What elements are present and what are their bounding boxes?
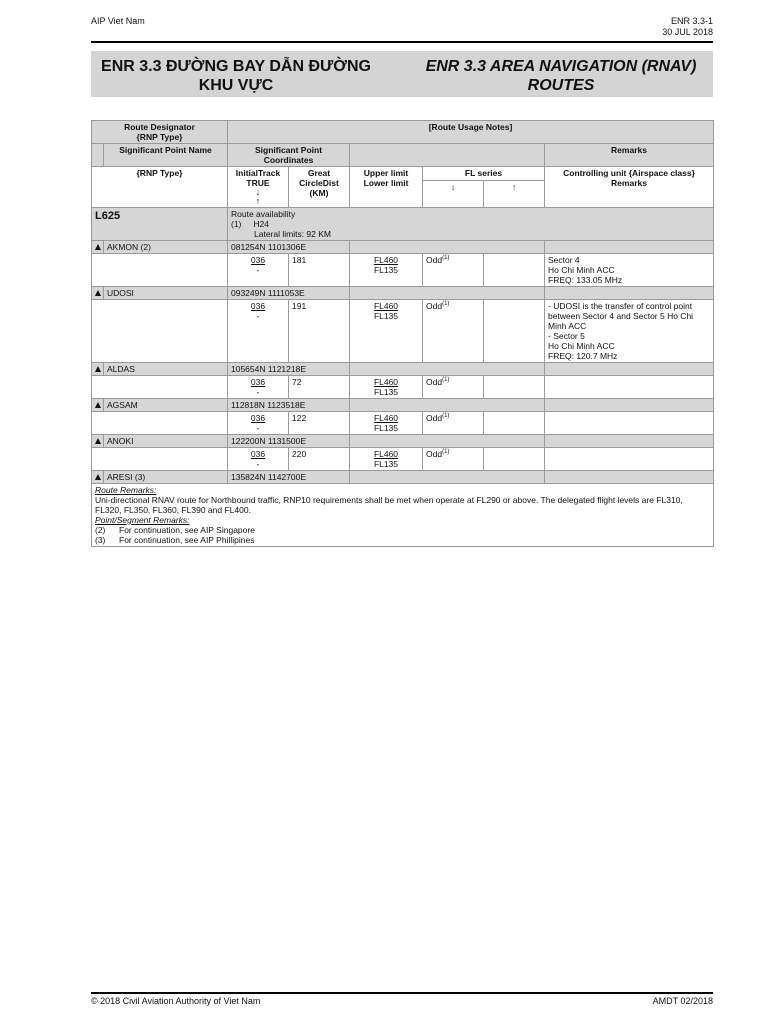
fl-down-arrow-icon: ↓ xyxy=(423,181,484,208)
rnp-type-label: {RNP Type} xyxy=(136,132,183,142)
col-rnp-type: {RNP Type} xyxy=(92,167,228,208)
point-empty xyxy=(350,287,545,300)
segment-empty xyxy=(92,300,228,363)
route-designator: L625 xyxy=(95,210,121,222)
rnav-route-table xyxy=(91,120,714,547)
segment-track: 036 - xyxy=(228,300,289,363)
coords-label-2: Coordinates xyxy=(263,155,314,165)
route-remarks-text: Uni-directional RNAV route for Northbound traffic, RNP10 requirements shall be met when operate at FL290 or above. The delegated flight levels are FL310, FL320, FL350, FL360, FL390 and FL400. xyxy=(95,495,683,515)
point-coords: 112818N 1123518E xyxy=(228,399,350,412)
point-row xyxy=(92,241,714,254)
filled-triangle-icon xyxy=(95,290,101,296)
segment-remarks: Sector 4 Ho Chi Minh ACC FREQ: 133.05 MHz xyxy=(545,254,714,287)
col-fl-series: FL series xyxy=(423,167,545,181)
segment-empty xyxy=(92,254,228,287)
point-empty xyxy=(350,471,545,484)
segment-limits: FL460 FL135 xyxy=(350,376,423,399)
title-en-line2: ROUTES xyxy=(527,77,595,94)
table-header-row-3 xyxy=(92,167,714,181)
segment-distance: 122 xyxy=(289,412,350,435)
segment-fl-down: Odd$^{(1)}$ xyxy=(423,376,484,399)
segment-row xyxy=(92,300,714,363)
segment-remarks: - UDOSI is the transfer of control point between Sector 4 and Sector 5 Ho Chi Minh ACC - Sector 5 Ho Chi Minh ACC FREQ: 120.7 MHz xyxy=(545,300,714,363)
initial-track-label: InitialTrack xyxy=(235,168,281,178)
segment-distance: 220 xyxy=(289,448,350,471)
point-remarks-empty xyxy=(545,287,714,300)
segment-fl-up xyxy=(484,412,545,435)
segment-empty xyxy=(92,412,228,435)
segment-remarks xyxy=(545,412,714,435)
point-coords: 093249N 1111053E xyxy=(228,287,350,300)
segment-empty xyxy=(92,448,228,471)
footer-copyright: © 2018 Civil Aviation Authority of Viet Nam xyxy=(91,996,261,1006)
segment-row xyxy=(92,254,714,287)
segment-fl-up xyxy=(484,376,545,399)
table-header-row-1 xyxy=(92,121,714,144)
lower-limit-label: Lower limit xyxy=(363,178,409,188)
footer-amendment: AMDT 02/2018 xyxy=(652,996,713,1006)
filled-triangle-icon xyxy=(95,438,101,444)
filled-triangle-icon xyxy=(95,402,101,408)
controlling-unit-label: Controlling unit {Airspace class} xyxy=(563,168,695,178)
point-row xyxy=(92,399,714,412)
header-empty-cell xyxy=(350,144,545,167)
point-name: ANOKI xyxy=(104,435,228,448)
segment-track: 036 - xyxy=(228,376,289,399)
point-remarks-empty xyxy=(545,399,714,412)
point-name: ALDAS xyxy=(104,363,228,376)
point-empty xyxy=(350,363,545,376)
controlling-remarks-label: Remarks xyxy=(611,178,647,188)
point-coords: 122200N 1131500E xyxy=(228,435,350,448)
point-empty xyxy=(350,435,545,448)
point-remarks-empty xyxy=(545,241,714,254)
header-page-info xyxy=(662,16,713,38)
segment-fl-down: Odd$^{(1)}$ xyxy=(423,300,484,363)
segment-row xyxy=(92,448,714,471)
point-marker-icon xyxy=(92,471,104,484)
segment-fl-up xyxy=(484,448,545,471)
segment-track: 036 - xyxy=(228,412,289,435)
segment-row xyxy=(92,376,714,399)
segment-limits: FL460 FL135 xyxy=(350,300,423,363)
point-row xyxy=(92,287,714,300)
point-marker-icon xyxy=(92,241,104,254)
fl-up-arrow-icon: ↑ xyxy=(484,181,545,208)
route-remarks-label: Route Remarks: xyxy=(95,485,157,495)
col-remarks: Remarks xyxy=(545,144,714,167)
segment-track: 036 - xyxy=(228,448,289,471)
segment-remarks xyxy=(545,448,714,471)
title-vi-line1: ENR 3.3 ĐƯỜNG BAY DẪN ĐƯỜNG xyxy=(101,58,371,75)
point-name: AKMON (2) xyxy=(104,241,228,254)
segment-empty xyxy=(92,376,228,399)
upper-limit-label: Upper limit xyxy=(363,168,409,178)
point-row xyxy=(92,363,714,376)
col-sig-point-name: Significant Point Name xyxy=(104,144,228,167)
title-vi-line2: KHU VỰC xyxy=(198,77,274,94)
coords-label-1: Significant Point xyxy=(254,145,323,155)
segment-fl-down: Odd$^{(1)}$ xyxy=(423,448,484,471)
route-row xyxy=(92,208,714,241)
availability-value: H24 xyxy=(253,219,269,229)
segment-fl-up xyxy=(484,300,545,363)
point-segment-remarks-label: Point/Segment Remarks: xyxy=(95,515,190,525)
col-upper-lower-limit xyxy=(350,167,423,208)
route-availability-cell xyxy=(228,208,714,241)
segment-fl-down: Odd$^{(1)}$ xyxy=(423,254,484,287)
availability-note-number: (1) xyxy=(231,219,242,229)
segment-limits: FL460 FL135 xyxy=(350,254,423,287)
route-availability-line xyxy=(231,219,710,229)
note-line: (3) For continuation, see AIP Phillipines xyxy=(95,535,255,545)
col-controlling-unit xyxy=(545,167,714,208)
point-name: ARESI (3) xyxy=(104,471,228,484)
title-vietnamese xyxy=(91,57,381,95)
point-row xyxy=(92,471,714,484)
col-sig-point-coords xyxy=(228,144,350,167)
point-row xyxy=(92,435,714,448)
segment-fl-up xyxy=(484,254,545,287)
segment-limits: FL460 FL135 xyxy=(350,412,423,435)
segment-distance: 191 xyxy=(289,300,350,363)
point-marker-icon xyxy=(92,363,104,376)
arrow-up-icon: ↑ xyxy=(255,196,261,206)
great-circle-label-1: Great xyxy=(307,168,331,178)
title-en-line1: ENR 3.3 AREA NAVIGATION (RNAV) xyxy=(425,58,697,75)
point-remarks-empty xyxy=(545,435,714,448)
route-designator-cell xyxy=(92,208,228,241)
segment-distance: 181 xyxy=(289,254,350,287)
point-name: UDOSI xyxy=(104,287,228,300)
segment-distance: 72 xyxy=(289,376,350,399)
col-great-circle-dist xyxy=(289,167,350,208)
segment-track: 036 - xyxy=(228,254,289,287)
initial-track-true-label: TRUE xyxy=(246,178,270,188)
header-marker-cell xyxy=(92,144,104,167)
arrow-down-icon: ↓ xyxy=(255,187,261,197)
point-empty xyxy=(350,241,545,254)
page-id: ENR 3.3-1 xyxy=(670,16,713,26)
section-title-bar xyxy=(91,51,713,97)
route-designator-label: Route Designator xyxy=(124,122,195,132)
filled-triangle-icon xyxy=(95,474,101,480)
point-marker-icon xyxy=(92,399,104,412)
point-remarks-empty xyxy=(545,363,714,376)
table-header-row-2 xyxy=(92,144,714,167)
col-route-designator xyxy=(92,121,228,144)
segment-fl-down: Odd$^{(1)}$ xyxy=(423,412,484,435)
route-remarks-row xyxy=(92,484,714,547)
great-circle-label-2: CircleDist xyxy=(299,178,339,188)
point-coords: 105654N 1121218E xyxy=(228,363,350,376)
route-availability-label: Route availability xyxy=(231,209,296,219)
title-english xyxy=(409,57,713,95)
note-line: (2) For continuation, see AIP Singapore xyxy=(95,525,255,535)
point-name: AGSAM xyxy=(104,399,228,412)
header-rule xyxy=(91,41,713,43)
point-marker-icon xyxy=(92,287,104,300)
segment-row xyxy=(92,412,714,435)
point-remarks-empty xyxy=(545,471,714,484)
page-date: 30 JUL 2018 xyxy=(662,27,713,37)
great-circle-label-3: (KM) xyxy=(309,188,329,198)
route-remarks-cell xyxy=(92,484,714,547)
filled-triangle-icon xyxy=(95,244,101,250)
header-publication: AIP Viet Nam xyxy=(91,16,145,26)
footer-rule xyxy=(91,992,713,994)
filled-triangle-icon xyxy=(95,366,101,372)
col-initial-track xyxy=(228,167,289,208)
point-empty xyxy=(350,399,545,412)
segment-remarks xyxy=(545,376,714,399)
lateral-limits: Lateral limits: 92 KM xyxy=(254,229,331,239)
col-route-usage-notes: [Route Usage Notes] xyxy=(228,121,714,144)
point-coords: 081254N 1101306E xyxy=(228,241,350,254)
segment-limits: FL460 FL135 xyxy=(350,448,423,471)
point-marker-icon xyxy=(92,435,104,448)
point-coords: 135824N 1142700E xyxy=(228,471,350,484)
